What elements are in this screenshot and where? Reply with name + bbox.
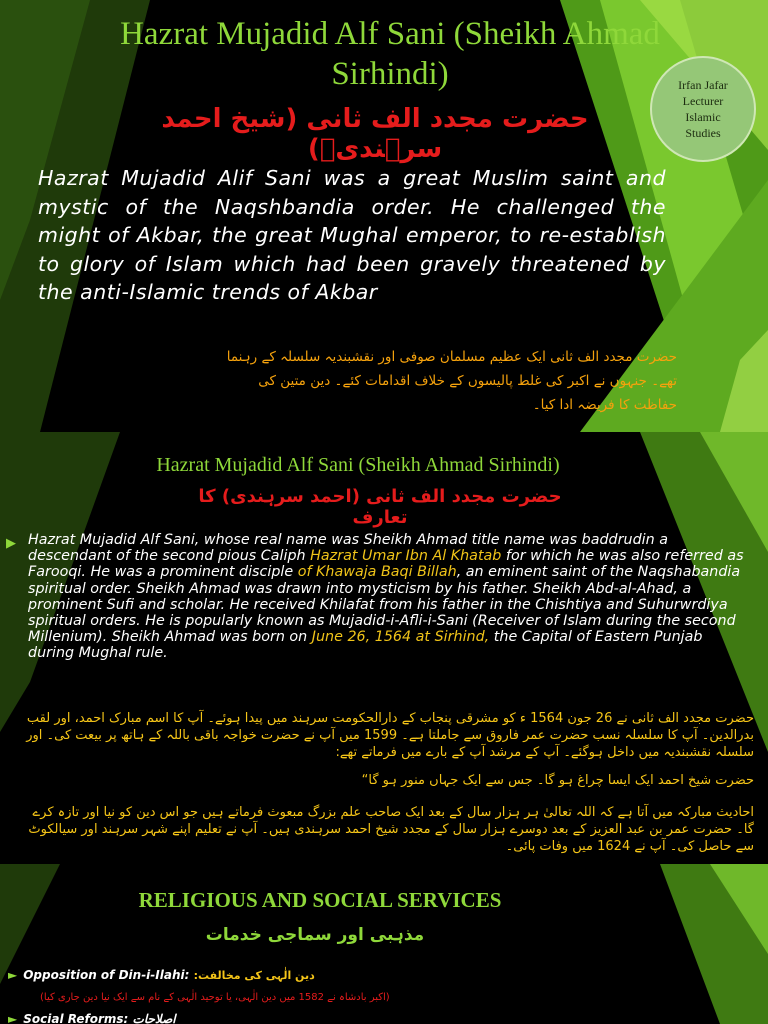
bullet-arrow-icon: ▶ bbox=[6, 536, 16, 551]
urdu-quote: حضرت شیخ احمد ایک ایسا چراغ ہو گا۔ جس سے ایک جہاں منور ہو گا“ bbox=[361, 773, 754, 788]
text-segment: for which he was also referred as Farooqi. He was a prominent disciple bbox=[28, 548, 744, 581]
highlight-text: June 26, 1564 at Sirhind, bbox=[311, 629, 490, 646]
slide-title: RELIGIOUS AND SOCIAL SERVICES bbox=[138, 888, 502, 912]
urdu-paragraph: حضرت مجدد الف ثانی ایک عظیم مسلمان صوفی اور نقشبندیہ سلسلہ کے رہنما تھے۔ جنہوں نے اکبر کی غلط پالیسوں کے خلاف اقدامات کئے۔ دین متین کی حفاظت کا فریضہ ادا کیا۔ bbox=[226, 349, 677, 413]
biography-paragraph bbox=[28, 532, 746, 662]
item-label: Social Reforms: اصلاحات bbox=[23, 1012, 176, 1024]
bullet-arrow-icon: ► bbox=[8, 968, 18, 982]
list-item bbox=[8, 1012, 176, 1024]
slide-2 bbox=[0, 432, 768, 864]
list-item bbox=[8, 968, 315, 982]
badge-line: Studies bbox=[685, 126, 721, 140]
bullet-arrow-icon: ► bbox=[8, 1012, 18, 1024]
slide-title: Hazrat Mujadid Alf Sani (Sheikh Ahmad Sirhindi) bbox=[156, 454, 560, 476]
urdu-paragraph: حضرت مجدد الف ثانی نے 26 جون 1564 ء کو مشرقی پنجاب کے دارالحکومت سرہند میں پیدا ہوئے۔ آپ کا اسم مبارک احمد، اور لقب بدرالدین۔ آپ کا سلسلہ نسب حضرت عمر فاروق سے جاملتا ہے۔ 1599 میں آپ نے حضرت خواجہ باقی باللہ کے ہاتھ پر بیعت کی۔ اور سلسلہ نقشبندیہ میں داخل ہوگئے۔ آپ کے مرشد آپ کے بارے میں فرماتے تھے: bbox=[26, 711, 754, 760]
urdu-title: حضرت مجدد الف ثانی (احمد سرہندی) کا تعارف bbox=[198, 486, 562, 528]
intro-paragraph: Hazrat Mujadid Alif Sani was a great Muslim saint and mystic of the Naqshbandia order. He challenged the might of Akbar, the great Mughal emperor, to re-establish to glory of Islam which had been gravely threatened by the anti-Islamic trends of Akbar bbox=[38, 166, 666, 304]
badge-line: Lecturer bbox=[682, 94, 724, 108]
slide-3 bbox=[0, 864, 768, 1024]
text-segment: the Capital of Eastern Punjab during Mughal rule. bbox=[28, 629, 703, 662]
highlight-text: of Khawaja Baqi Billah bbox=[297, 564, 457, 581]
urdu-title: حضرت مجدد الف ثانی (شیخ احمد سرہندیؒ) bbox=[161, 104, 589, 164]
text-segment: Hazrat Mujadid Alf Sani, whose real name was Sheikh Ahmad title name was baddrudin a descendant of the second pious Caliph bbox=[28, 532, 668, 565]
text-segment: , an eminent saint of the Naqshabandia spiritual order. Sheikh Ahmad was drawn into mysticism by his father. Sheikh Abd-al-Ahad, a prominent Sufi and scholar. He received Khilafat from his father in the Chishtiya and Suhurwrdiya spiritual orders. He is popularly known as Mujadid-i-Afli-i-Sani (Receiver of Islam during the second Millenium). Sheikh Ahmad was born on bbox=[28, 564, 741, 646]
badge-line: Islamic bbox=[685, 110, 721, 124]
slide-1 bbox=[0, 0, 768, 432]
author-badge bbox=[650, 56, 756, 162]
item-urdu: دین الٰہی کی مخالفت: bbox=[193, 969, 315, 982]
item-sub-urdu: (اکبر بادشاہ نے 1582 میں دین الٰہی، یا توحید الٰہی کے نام سے ایک نیا دین جاری کیا) bbox=[40, 992, 390, 1003]
highlight-text: Hazrat Umar Ibn Al Khatab bbox=[310, 548, 502, 565]
urdu-paragraph: احادیث مبارکہ میں آتا ہے کہ اللہ تعالیٰ ہر ہزار سال کے بعد ایک صاحب علم بزرگ مبعوث فرماتے ہیں جو اس دین کو نیا اور تازہ کرے گا۔ حضرت عمر بن عبد العزیز کے بعد دوسرے ہزار سال کے مجدد شیخ احمد سرہندی ہیں۔ آپ نے تعلیم اپنے شہر سرہند اور سیالکوٹ سے حاصل کی۔ آپ نے 1624 میں وفات پائی۔ bbox=[28, 805, 754, 854]
badge-line: Irfan Jafar bbox=[678, 78, 728, 92]
item-label: Opposition of Din-i-Ilahi: bbox=[23, 968, 190, 982]
slide-title: Hazrat Mujadid Alf Sani (Sheikh Ahmad Sirhindi) bbox=[120, 16, 660, 92]
urdu-title: مذہبی اور سماجی خدمات bbox=[205, 925, 425, 945]
